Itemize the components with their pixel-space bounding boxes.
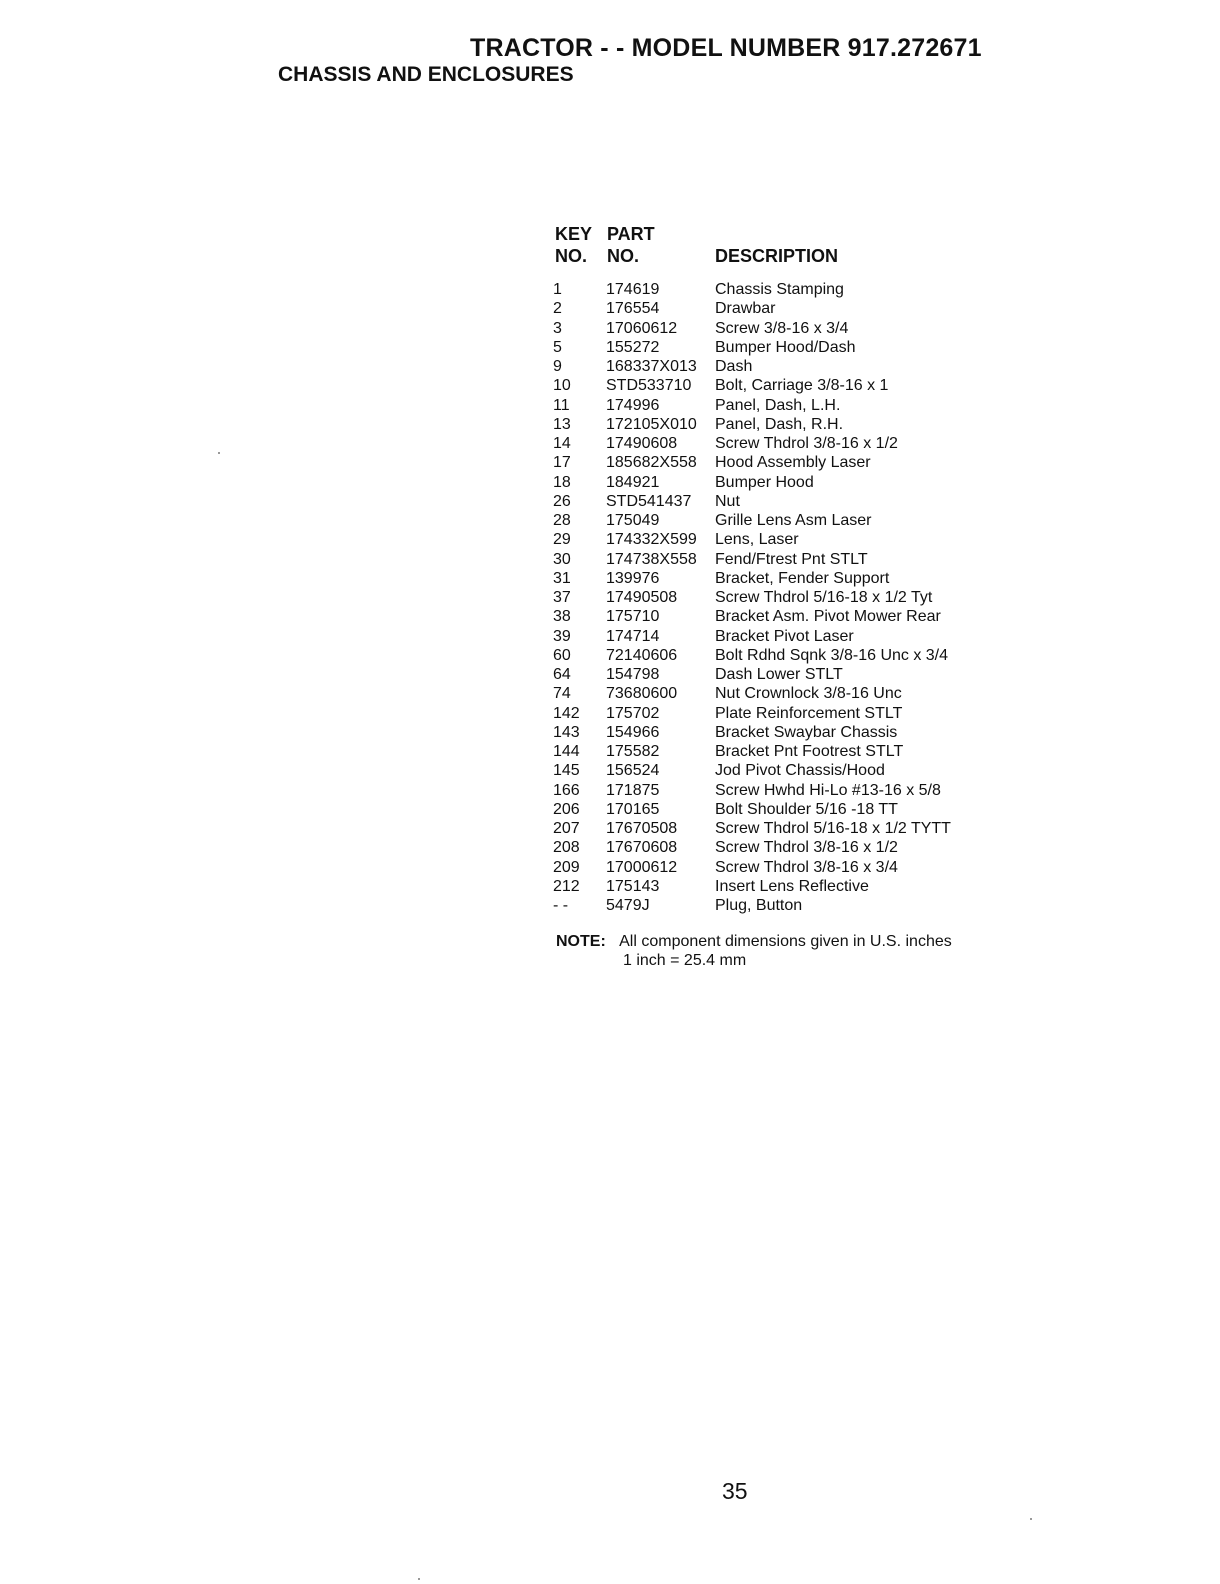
part-no-cell: 17490608	[606, 435, 678, 452]
part-no-cell: 184921	[606, 473, 660, 491]
part-no-cell: 17490508	[606, 589, 678, 606]
description-cell: Screw 3/8-16 x 3/4	[715, 319, 849, 337]
table-row	[553, 299, 1013, 318]
part-no-cell: 5479J	[606, 897, 650, 914]
description-cell: Nut	[715, 492, 740, 510]
part-no-cell: 72140606	[606, 646, 678, 664]
table-row	[553, 607, 1013, 626]
page-title: TRACTOR - - MODEL NUMBER 917.272671	[470, 34, 982, 62]
table-header	[553, 224, 1013, 280]
description-cell: Screw Hwhd Hi-Lo #13-16 x 5/8	[715, 781, 941, 799]
key-no-cell: 31	[553, 569, 571, 587]
description-cell: Panel, Dash, R.H.	[715, 415, 844, 433]
key-no-cell: 14	[553, 435, 571, 452]
header-part-line2: NO.	[607, 246, 640, 266]
note-label: NOTE:	[556, 933, 606, 950]
description-cell: Bracket Asm. Pivot Mower Rear	[715, 608, 941, 626]
key-no-cell: 30	[553, 550, 571, 568]
part-no-cell: 17060612	[606, 319, 678, 337]
header-key-line1: KEY	[555, 224, 593, 244]
table-row	[553, 376, 1013, 395]
table-row	[553, 819, 1013, 838]
description-cell: Bumper Hood/Dash	[715, 338, 856, 356]
part-no-cell: 73680600	[606, 685, 678, 703]
key-no-cell: 60	[553, 646, 571, 664]
table-row	[553, 357, 1013, 376]
part-no-cell: 154798	[606, 666, 660, 683]
key-no-cell: 17	[553, 454, 571, 472]
part-no-cell: 17000612	[606, 858, 678, 876]
key-no-cell: 1	[553, 281, 562, 298]
part-no-cell: 172105X010	[606, 415, 697, 433]
table-row	[553, 742, 1013, 761]
part-no-cell: 175143	[606, 877, 660, 895]
part-no-cell: 175582	[606, 743, 660, 760]
table-row	[553, 723, 1013, 742]
key-no-cell: 3	[553, 319, 562, 337]
key-no-cell: 206	[553, 800, 580, 818]
table-row	[553, 858, 1013, 877]
part-no-cell: 156524	[606, 762, 660, 780]
table-row	[553, 646, 1013, 665]
part-no-cell: 154966	[606, 723, 660, 741]
part-no-cell: 176554	[606, 300, 660, 318]
description-cell: Panel, Dash, L.H.	[715, 396, 841, 414]
table-row	[553, 530, 1013, 549]
description-cell: Bolt Rdhd Sqnk 3/8-16 Unc x 3/4	[715, 646, 949, 664]
table-row	[553, 704, 1013, 723]
part-no-cell: STD541437	[606, 492, 692, 510]
table-row	[553, 684, 1013, 703]
part-no-cell: 168337X013	[606, 358, 697, 375]
key-no-cell: 208	[553, 839, 580, 857]
table-row	[553, 896, 1013, 915]
part-no-cell: 185682X558	[606, 454, 697, 472]
description-cell: Bolt, Carriage 3/8-16 x 1	[715, 377, 889, 395]
table-row	[553, 588, 1013, 607]
description-cell: Plate Reinforcement STLT	[715, 704, 903, 722]
table-row	[553, 338, 1013, 357]
table-row	[553, 627, 1013, 646]
part-no-cell: 174332X599	[606, 531, 697, 549]
header-part-line1: PART	[607, 224, 655, 244]
part-no-cell: STD533710	[606, 377, 692, 395]
description-cell: Lens, Laser	[715, 531, 799, 549]
key-no-cell: 18	[553, 473, 571, 491]
key-no-cell: 11	[553, 396, 570, 414]
table-row	[553, 280, 1013, 299]
key-no-cell: 10	[553, 377, 571, 395]
description-cell: Bracket Pnt Footrest STLT	[715, 743, 904, 760]
description-cell: Screw Thdrol 5/16-18 x 1/2 TYTT	[715, 820, 951, 837]
part-no-cell: 175710	[606, 608, 660, 626]
table-row	[553, 473, 1013, 492]
table-body	[553, 280, 1013, 915]
key-no-cell: 5	[553, 338, 562, 356]
description-cell: Nut Crownlock 3/8-16 Unc	[715, 685, 902, 703]
table-row	[553, 569, 1013, 588]
key-no-cell: 29	[553, 531, 571, 549]
description-cell: Screw Thdrol 3/8-16 x 1/2	[715, 839, 898, 857]
key-no-cell: 145	[553, 762, 580, 780]
description-cell: Bolt Shoulder 5/16 -18 TT	[715, 800, 898, 818]
part-no-cell: 175049	[606, 512, 660, 529]
table-row	[553, 761, 1013, 780]
key-no-cell: 207	[553, 820, 580, 837]
part-no-cell: 139976	[606, 569, 660, 587]
part-no-cell: 17670608	[606, 839, 678, 857]
description-cell: Drawbar	[715, 300, 776, 318]
scan-speck	[418, 1578, 420, 1580]
description-cell: Screw Thdrol 3/8-16 x 3/4	[715, 858, 898, 876]
description-cell: Dash Lower STLT	[715, 666, 843, 683]
header-key-line2: NO.	[555, 246, 588, 266]
scan-speck	[218, 452, 220, 454]
part-no-cell: 174714	[606, 627, 660, 645]
part-no-cell: 174996	[606, 396, 660, 414]
table-row	[553, 877, 1013, 896]
description-cell: Hood Assembly Laser	[715, 454, 871, 472]
key-no-cell: 26	[553, 492, 571, 510]
key-no-cell: 13	[553, 415, 571, 433]
description-cell: Jod Pivot Chassis/Hood	[715, 762, 885, 780]
description-cell: Fend/Ftrest Pnt STLT	[715, 550, 868, 568]
key-no-cell: 64	[553, 666, 571, 683]
key-no-cell: 74	[553, 685, 571, 703]
key-no-cell: - -	[553, 897, 569, 914]
note-line1: All component dimensions given in U.S. inches	[619, 933, 952, 950]
table-row	[553, 665, 1013, 684]
table-row	[553, 453, 1013, 472]
key-no-cell: 209	[553, 858, 580, 876]
note	[556, 932, 952, 970]
description-cell: Bracket Pivot Laser	[715, 627, 854, 645]
description-cell: Screw Thdrol 3/8-16 x 1/2	[715, 435, 898, 452]
key-no-cell: 166	[553, 781, 580, 799]
key-no-cell: 39	[553, 627, 571, 645]
key-no-cell: 37	[553, 589, 571, 606]
key-no-cell: 212	[553, 877, 580, 895]
description-cell: Insert Lens Reflective	[715, 877, 869, 895]
key-no-cell: 143	[553, 723, 580, 741]
description-cell: Chassis Stamping	[715, 281, 844, 298]
section-title: CHASSIS AND ENCLOSURES	[278, 63, 574, 86]
description-cell: Bumper Hood	[715, 473, 814, 491]
scan-speck	[1030, 1518, 1032, 1520]
table-row	[553, 434, 1013, 453]
note-line2: 1 inch = 25.4 mm	[623, 952, 747, 969]
key-no-cell: 142	[553, 704, 580, 722]
page-number: 35	[722, 1478, 748, 1504]
table-row	[553, 781, 1013, 800]
description-cell: Grille Lens Asm Laser	[715, 512, 872, 529]
part-no-cell: 174738X558	[606, 550, 697, 568]
description-cell: Plug, Button	[715, 897, 803, 914]
table-row	[553, 550, 1013, 569]
table-row	[553, 396, 1013, 415]
key-no-cell: 144	[553, 743, 580, 760]
description-cell: Dash	[715, 358, 753, 375]
table-row	[553, 492, 1013, 511]
table-row	[553, 511, 1013, 530]
table-row	[553, 415, 1013, 434]
part-no-cell: 170165	[606, 800, 660, 818]
table-row	[553, 800, 1013, 819]
part-no-cell: 174619	[606, 281, 660, 298]
header-description: DESCRIPTION	[715, 246, 839, 266]
description-cell: Bracket Swaybar Chassis	[715, 723, 898, 741]
parts-table	[553, 224, 1013, 915]
description-cell: Bracket, Fender Support	[715, 569, 890, 587]
part-no-cell: 171875	[606, 781, 660, 799]
key-no-cell: 9	[553, 358, 562, 375]
key-no-cell: 28	[553, 512, 571, 529]
part-no-cell: 17670508	[606, 820, 678, 837]
key-no-cell: 2	[553, 300, 562, 318]
part-no-cell: 155272	[606, 338, 660, 356]
description-cell: Screw Thdrol 5/16-18 x 1/2 Tyt	[715, 589, 933, 606]
key-no-cell: 38	[553, 608, 571, 626]
table-row	[553, 319, 1013, 338]
part-no-cell: 175702	[606, 704, 660, 722]
table-row	[553, 838, 1013, 857]
